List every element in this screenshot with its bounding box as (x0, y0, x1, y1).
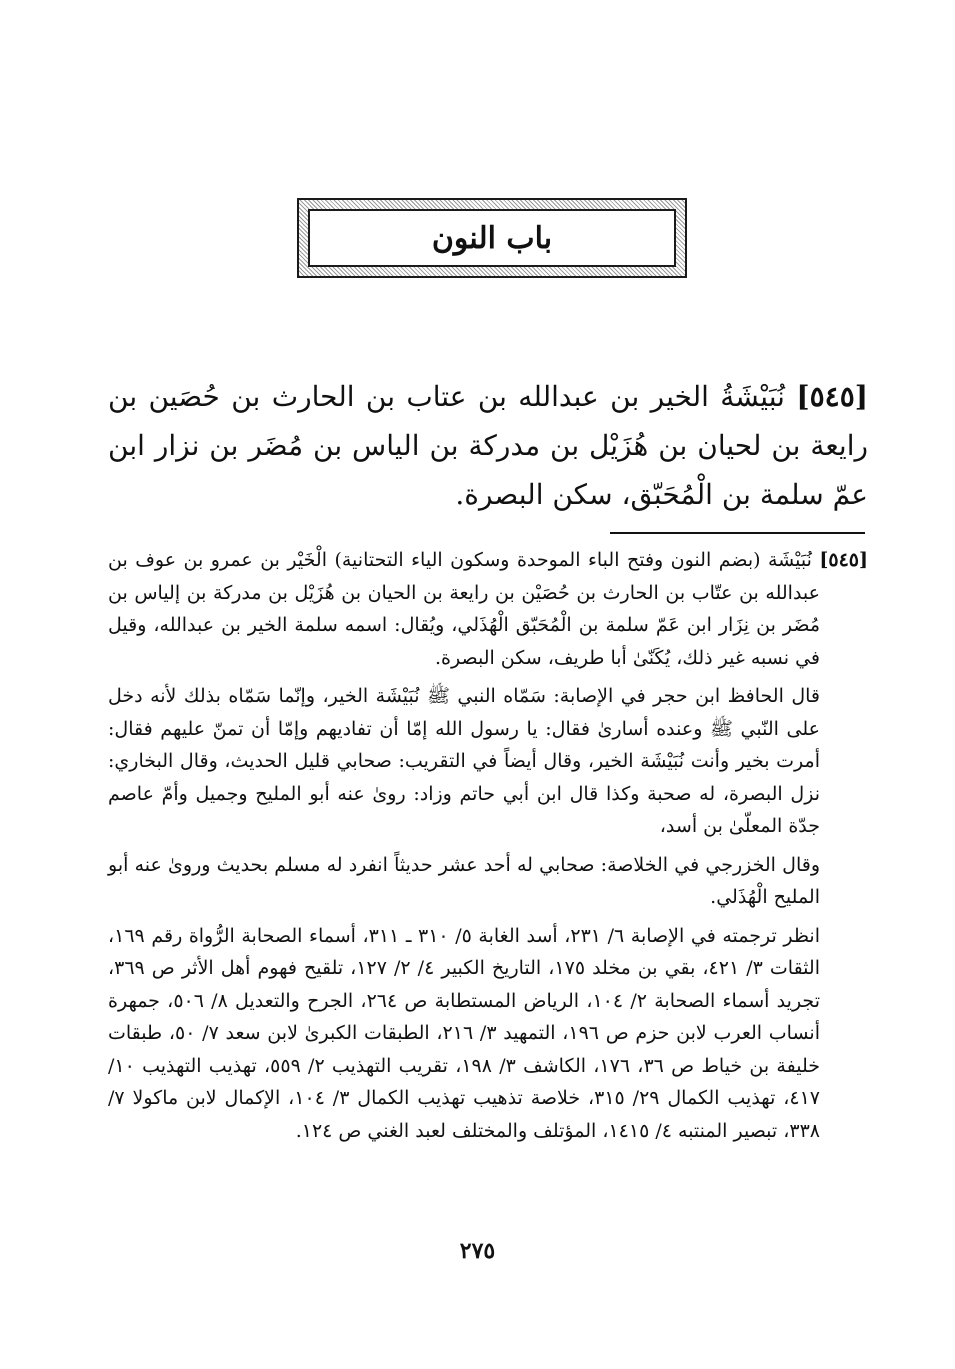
footnote-paragraph-3: وقال الخزرجي في الخلاصة: صحابي له أحد عشر حديثاً انفرد له مسلم بحديث وروىٰ عنه أبو المليح الْهُذَلي. (108, 853, 820, 908)
main-entry (108, 372, 868, 519)
footnote-paragraph-4: انظر ترجمته في الإصابة ٦/ ٢٣١، أسد الغابة ٥/ ٣١٠ ـ ٣١١، أسماء الصحابة الرُّواة رقم ١٦٩، الثقات ٣/ ٤٢١، بقي بن مخلد ١٧٥، التاريخ الكبير ٤/ ٢/ ١٢٧، تلقيح فهوم أهل الأثر ص ٣٦٩، تجريد أسماء الصحابة ٢/ ١٠٤، الرياض المستطابة ص ٢٦٤، الجرح والتعديل ٨/ ٥٠٦، جمهرة أنساب العرب لابن حزم ص ١٩٦، التمهيد ٣/ ٢١٦، الطبقات الكبرىٰ لابن سعد ٧/ ٥٠، طبقات خليفة بن خياط ص ٣٦، ١٧٦، الكاشف ٣/ ١٩٨، تقريب التهذيب ٢/ ٥٥٩، تهذيب التهذيب ١٠/ ٤١٧، تهذيب الكمال ٢٩/ ٣١٥، خلاصة تذهيب تهذيب الكمال ٣/ ١٠٤، الإكمال لابن ماكولا ٧/ ٣٣٨، تبصير المنتبه ٤/ ١٤١٥، المؤتلف والمختلف لعبد الغني ص ١٢٤. (108, 924, 821, 1142)
entry-text: نُبَيْشَةُ الخير بن عبدالله بن عتاب بن الحارث بن حُصَين بن رايعة بن لحيان بن هُزَيْل بن مدركة بن الياس بن مُضَر بن نزار ابن عمّ سلمة بن الْمُحَبّق، سكن البصرة. (108, 380, 868, 511)
footnote-text-1: نُبَيْشَة (بضم النون وفتح الباء الموحدة وسكون الياء التحتانية) الْخَيْر بن عمرو بن عوف بن عبدالله بن عتّاب بن الحارث بن حُصَيْن بن رايعة بن الحيان بن هُزَيْل بن مدركة بن إلياس بن مُضَر بن نِزَار ابن عَمّ سلمة بن الْمُحَبّق الْهُذَلي، ويُقال: اسمه سلمة الخير بن عبدالله، وقيل في نسبه غير ذلك، يُكَنّىٰ أبا طريف، سكن البصرة. (108, 549, 820, 669)
entry-number: [٥٤٥] (796, 380, 868, 413)
footnotes (108, 544, 868, 1153)
chapter-heading-frame (297, 198, 687, 278)
footnote-number: [٥٤٥] (819, 549, 868, 571)
chapter-title: باب النون (431, 220, 553, 256)
footnote-paragraph-1 (108, 544, 868, 674)
page-number: ٢٧٥ (459, 1238, 496, 1264)
footnote-paragraph-2: قال الحافظ ابن حجر في الإصابة: سَمّاه النبي ﷺ نُبَيْشَة الخير، وإنّما سَمّاه بذلك لأنه دخل على النّبي ﷺ وعنده أسارىٰ فقال: يا رسول الله إمّا أن تفاديهم وإمّا أن تمنّ عليهم فقال: أمرت بخير وأنت نُبَيْشَة الخير، وقال أيضاً في التقريب: صحابي قليل الحديث، وقال البخاري: نزل البصرة، له صحبة وكذا قال ابن أبي حاتم وزاد: روىٰ عنه أبو المليح وجميل وأمّ عاصم جدّة المعلّىٰ بن أسد، (108, 685, 820, 837)
chapter-heading-inner (308, 209, 676, 267)
footnote-separator (610, 532, 865, 534)
